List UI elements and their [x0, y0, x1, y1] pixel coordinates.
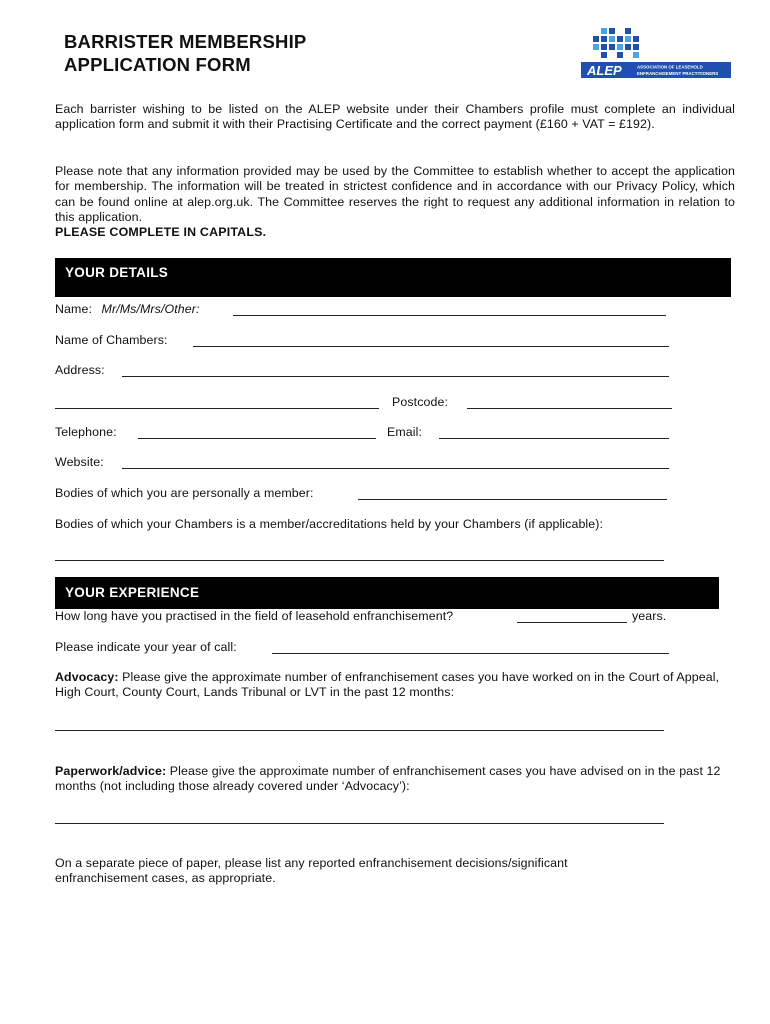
paperwork-title: Paperwork/advice:: [55, 764, 167, 778]
logo-sub-text-2: ENFRANCHISEMENT PRACTITIONERS: [637, 71, 719, 76]
advocacy-block: [55, 670, 735, 701]
your-experience-heading: YOUR EXPERIENCE: [55, 577, 719, 609]
address-field-line-2[interactable]: [55, 408, 379, 409]
years-suffix: years.: [632, 609, 667, 623]
paperwork-field[interactable]: [55, 823, 664, 824]
years-question: How long have you practised in the field of leasehold enfranchisement?: [55, 609, 454, 623]
intro-paragraph-2: Please note that any information provided may be used by the Committee to establish whether to accept the application for membership. The information will be treated in strictest confidence and in accordance with our Privacy Policy, which can be found online at alep.org.uk. The Committee reserves the right to request any additional information in relation to this application.: [55, 164, 735, 225]
title-line-2: APPLICATION FORM: [64, 54, 251, 75]
address-label: Address:: [55, 363, 105, 377]
intro-paragraph-1: Each barrister wishing to be listed on the ALEP website under their Chambers profile must complete an individual application form and submit it with their Practising Certificate and the correct payment (£160 + VAT = £192).: [55, 102, 735, 132]
postcode-label: Postcode:: [392, 395, 449, 409]
postcode-field[interactable]: [467, 408, 672, 409]
advocacy-title: Advocacy:: [55, 670, 119, 684]
name-title-options: Mr/Ms/Mrs/Other:: [101, 302, 200, 316]
logo-squares-icon: [593, 28, 639, 58]
website-field[interactable]: [122, 468, 669, 469]
years-field[interactable]: [517, 622, 627, 623]
year-of-call-field[interactable]: [272, 653, 669, 654]
logo-sub-text-1: ASSOCIATION OF LEASEHOLD: [637, 64, 703, 70]
chambers-field[interactable]: [193, 346, 669, 347]
paperwork-block: [55, 764, 735, 795]
bodies-personal-field[interactable]: [358, 499, 667, 500]
name-row: [55, 302, 200, 317]
website-label: Website:: [55, 455, 104, 469]
separate-sheet-note: On a separate piece of paper, please list any reported enfranchisement decisions/significant enfranchisement cases, as appropriate.: [55, 856, 568, 886]
capitals-instruction: PLEASE COMPLETE IN CAPITALS.: [55, 225, 267, 239]
chambers-label: Name of Chambers:: [55, 333, 168, 347]
year-of-call-label: Please indicate your year of call:: [55, 640, 237, 654]
email-field[interactable]: [439, 438, 669, 439]
form-title: [64, 30, 384, 76]
telephone-label: Telephone:: [55, 425, 117, 439]
bodies-personal-label: Bodies of which you are personally a member:: [55, 486, 314, 500]
alep-logo: [579, 26, 733, 80]
name-label: Name:: [55, 302, 92, 316]
your-details-heading: YOUR DETAILS: [55, 258, 731, 297]
bodies-chambers-field[interactable]: [55, 560, 664, 561]
paperwork-text: Please give the approximate number of enfranchisement cases you have advised on in the past 12 months (not including those already covered under ‘Advocacy’):: [55, 764, 721, 794]
address-field-line-1[interactable]: [122, 376, 669, 377]
name-field[interactable]: [233, 315, 666, 316]
telephone-field[interactable]: [138, 438, 376, 439]
advocacy-text: Please give the approximate number of enfranchisement cases you have worked on in the Court of Appeal, High Court, County Court, Lands Tribunal or LVT in the past 12 months:: [55, 670, 720, 700]
email-label: Email:: [387, 425, 423, 439]
advocacy-field[interactable]: [55, 730, 664, 731]
logo-main-text: ALEP: [587, 63, 622, 78]
title-line-1: BARRISTER MEMBERSHIP: [64, 31, 307, 52]
bodies-chambers-label: Bodies of which your Chambers is a member/accreditations held by your Chambers (if applicable):: [55, 517, 604, 531]
